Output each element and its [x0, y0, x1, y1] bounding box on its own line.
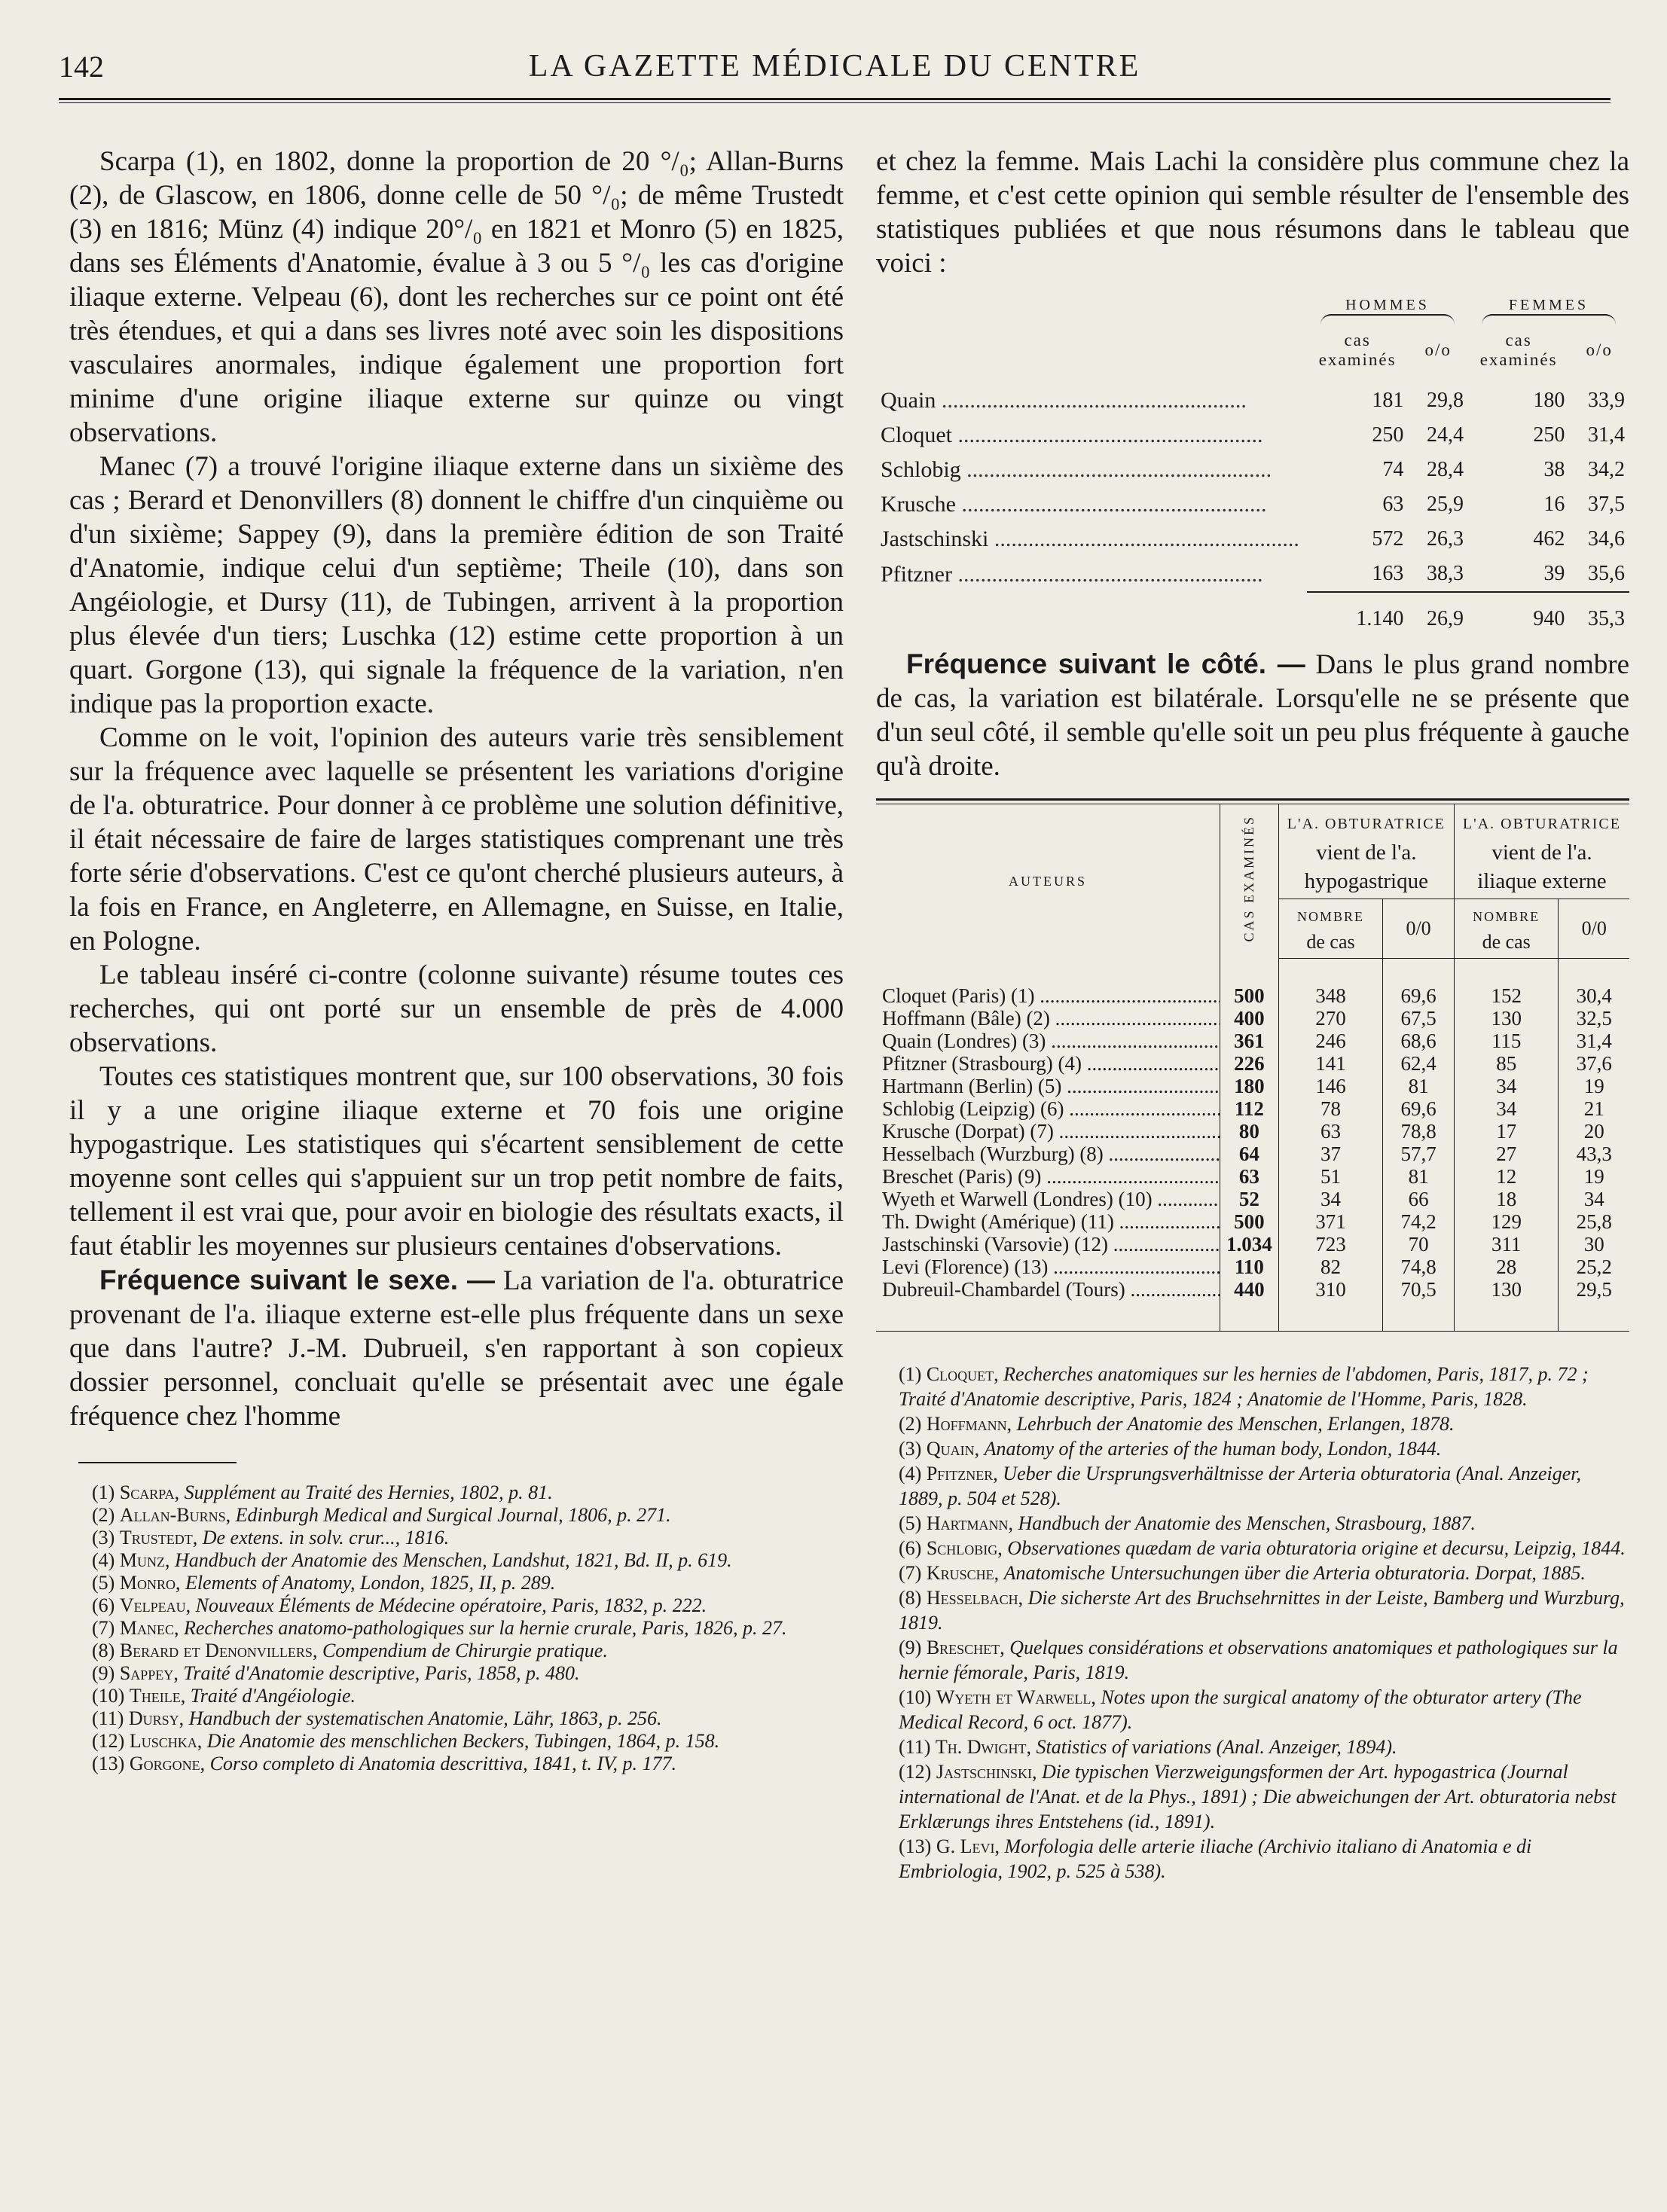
header-rule — [59, 98, 1611, 100]
header-cas-examines: CAS EXAMINÉS — [1220, 804, 1279, 959]
table-row: Hoffmann (Bâle) (2) ..... 400 270 67,5 130 32,5 — [876, 1007, 1629, 1030]
footnote: (1) Cloquet, Recherches anatomiques sur les hernies de l'abdomen, Paris, 1817, p. 72 ; Traité d'Anatomie descriptive, Paris, 1824 ; Anatomie de l'Homme, Paris, 1828. — [899, 1363, 1589, 1410]
table-row: Dubreuil-Chambardel (Tours) ..... 440 310 70,5 130 29,5 — [876, 1278, 1629, 1331]
header-pct: o/o — [1586, 340, 1613, 359]
table-row: Hesselbach (Wurzburg) (8) ..... 64 37 57,7 27 43,3 — [876, 1143, 1629, 1165]
paragraph-6-text: La variation de l'a. obturatrice provenant de l'a. iliaque externe est-elle plus fréquente dans un sexe que dans l'autre? J.-M. Dubrueil, s'en rapportant à son copieux dossier personnel, concluait qu'elle se présentait avec une égale fréquence chez l'homme — [69, 1265, 844, 1432]
section-heading-cote: Fréquence suivant le côté. — — [906, 648, 1305, 679]
paragraph-8 — [876, 647, 1629, 783]
header-pct: 0/0 — [1559, 899, 1629, 959]
paragraph-1: Scarpa (1), en 1802, donne la proportion de 20 °/₀; Allan-Burns (2), de Glascow, en 1806, donne celle de 50 °/₀; de même Trustedt (3) en 1816; Münz (4) indique 20°/₀ en 1821 et Monro (5) en 1825, dans ses Éléments d'Anatomie, évalue à 3 ou 5 °/₀ les cas d'origine iliaque externe. Velpeau (6), dont les recherches sur ce point ont été très étendues, et qui a dans ses livres noté avec soin les dispositions vasculaires anormales, indique également une proportion fort minime d'une origine iliaque externe sur quinze ou vingt observations. — [69, 146, 844, 448]
table-row: Pfitzner ..... 163 38,3 39 35,6 — [876, 557, 1629, 592]
footnote: (8) Hesselbach, Die sicherste Art des Bruchsehrnittes in der Leiste, Bamberg und Wurzburg, 1819. — [899, 1587, 1625, 1634]
table-row: Quain ..... 181 29,8 180 33,9 — [876, 383, 1629, 418]
table-bottom-rule — [876, 1331, 1629, 1332]
header-iliaque-externe: L'A. OBTURATRICE vient de l'a. iliaque externe — [1462, 816, 1621, 893]
footnote: (11) Dursy, Handbuch der systematischen Anatomie, Lähr, 1863, p. 256. — [92, 1707, 662, 1729]
sex-frequency-table — [876, 297, 1629, 638]
paragraph-4: Le tableau inséré ci-contre (colonne suivante) résume toutes ces recherches, qui ont porté sur un ensemble de près de 4.000 observations. — [69, 960, 844, 1058]
footnote: (9) Breschet, Quelques considérations et observations anatomiques et pathologiques sur la hernie fémorale, Paris, 1819. — [899, 1637, 1618, 1683]
header-pct: o/o — [1424, 340, 1452, 359]
header-auteurs: AUTEURS — [876, 804, 1220, 959]
footnote: (10) Wyeth et Warwell, Notes upon the surgical anatomy of the obturator artery (The Medical Record, 6 oct. 1877). — [899, 1686, 1582, 1733]
table-row: Krusche ..... 63 25,9 16 37,5 — [876, 487, 1629, 522]
footnote: (4) Munz, Handbuch der Anatomie des Menschen, Landshut, 1821, Bd. II, p. 619. — [92, 1549, 732, 1571]
paragraph-5: Toutes ces statistiques montrent que, sur 100 observations, 30 fois il y a une origine iliaque externe et 70 fois une origine hypogastrique. Les statistiques qui s'écartent sensiblement de cette moyenne sont celles qui s'appuient sur un trop petit nombre de faits, tellement il est vrai que, pour avoir en biologie des résultats exacts, il faut établir les moyennes sur plusieurs centaines d'observations. — [69, 1061, 844, 1262]
table-row: Th. Dwight (Amérique) (11) ..... 500 371 74,2 129 25,8 — [876, 1210, 1629, 1233]
table-top-rule — [876, 798, 1629, 801]
page-header — [59, 44, 1611, 89]
table-row: Jastschinski ..... 572 26,3 462 34,6 — [876, 522, 1629, 557]
page-number: 142 — [59, 49, 104, 84]
footnote: (3) Trustedt, De extens. in solv. crur..., 1816. — [92, 1527, 450, 1548]
header-femmes: FEMMES — [1468, 297, 1629, 328]
header-cas-examines: cas examinés — [1318, 331, 1397, 369]
footnote: (10) Theile, Traité d'Angéiologie. — [92, 1685, 356, 1707]
table-row: Breschet (Paris) (9) ..... 63 51 81 12 19 — [876, 1165, 1629, 1188]
table-row: Pfitzner (Strasbourg) (4) ..... 226 141 62,4 85 37,6 — [876, 1052, 1629, 1075]
footnote-separator — [78, 1462, 237, 1463]
footnote: (12) Jastschinski, Die typischen Vierzweigungsformen der Art. hypogastrica (Journal international de l'Anat. et de la Phys., 1891) ; Die abweichungen der Art. obturatoria nebst Erklærungs ihres Entstehens (id., 1891). — [899, 1761, 1617, 1832]
section-heading-sexe: Fréquence suivant le sexe. — — [99, 1265, 495, 1295]
footnote: (7) Krusche, Anatomische Untersuchungen über die Arteria obturatoria. Dorpat, 1885. — [899, 1562, 1586, 1584]
header-cas-examines: cas examinés — [1479, 331, 1558, 369]
footnote: (11) Th. Dwight, Statistics of variations (Anal. Anzeiger, 1894). — [899, 1736, 1397, 1758]
left-footnotes — [69, 1481, 844, 1775]
footnote: (13) G. Levi, Morfologia delle arterie iliache (Archivio italiano di Anatomia e di Embriologia, 1902, p. 525 à 538). — [899, 1835, 1532, 1882]
footnote: (13) Gorgone, Corso completo di Anatomia descrittiva, 1841, t. IV, p. 177. — [92, 1753, 677, 1774]
footnote: (2) Hoffmann, Lehrbuch der Anatomie des Menschen, Erlangen, 1878. — [899, 1413, 1455, 1435]
header-pct: 0/0 — [1383, 899, 1455, 959]
table-row: Quain (Londres) (3) ..... 361 246 68,6 115 31,4 — [876, 1030, 1629, 1052]
header-nombre-de-cas: NOMBRE de cas — [1278, 899, 1382, 959]
table-row: Jastschinski (Varsovie) (12) ..... 1.034 723 70 311 30 — [876, 1233, 1629, 1256]
footnote: (9) Sappey, Traité d'Anatomie descriptive, Paris, 1858, p. 480. — [92, 1662, 580, 1684]
footnote: (1) Scarpa, Supplément au Traité des Hernies, 1802, p. 81. — [92, 1481, 553, 1503]
paragraph-6 — [69, 1263, 844, 1433]
footnote: (4) Pfitzner, Ueber die Ursprungsverhältnisse der Arteria obturatoria (Anal. Anzeiger, 1889, p. 504 et 528). — [899, 1463, 1581, 1509]
left-column — [69, 145, 844, 1775]
paragraph-7: et chez la femme. Mais Lachi la considère plus commune chez la femme, et c'est cette opinion qui semble résulter de l'ensemble des statistiques publiées et que nous résumons dans le tableau que voici : — [876, 146, 1629, 279]
footnote: (6) Velpeau, Nouveaux Éléments de Médecine opératoire, Paris, 1832, p. 222. — [92, 1594, 707, 1616]
table-row: Schlobig (Leipzig) (6) ..... 112 78 69,6 34 21 — [876, 1097, 1629, 1120]
header-hommes: HOMMES — [1307, 297, 1468, 328]
table-row: Krusche (Dorpat) (7) ..... 80 63 78,8 17 20 — [876, 1120, 1629, 1143]
table-row: Levi (Florence) (13) ..... 110 82 74,8 28 25,2 — [876, 1256, 1629, 1278]
footnote: (5) Monro, Elements of Anatomy, London, 1825, II, p. 289. — [92, 1572, 556, 1594]
footnote: (12) Luschka, Die Anatomie des menschlichen Beckers, Tubingen, 1864, p. 158. — [92, 1730, 720, 1752]
table-total-row: 1.140 26,9 940 35,3 — [876, 592, 1629, 638]
table-row: Cloquet (Paris) (1) ..... 500 348 69,6 152 30,4 — [876, 959, 1629, 1008]
table-row: Hartmann (Berlin) (5) ..... 180 146 81 34 19 — [876, 1075, 1629, 1097]
footnote: (6) Schlobig, Observationes quædam de varia obturatoria origine et decursu, Leipzig, 1844. — [899, 1537, 1626, 1559]
footnote: (8) Berard et Denonvillers, Compendium de Chirurgie pratique. — [92, 1640, 608, 1661]
journal-title: LA GAZETTE MÉDICALE DU CENTRE — [528, 49, 1141, 84]
table-row: Wyeth et Warwell (Londres) (10) ..... 52 34 66 18 34 — [876, 1188, 1629, 1210]
right-footnotes — [876, 1362, 1629, 1884]
right-column — [876, 145, 1629, 1884]
header-nombre-de-cas: NOMBRE de cas — [1454, 899, 1559, 959]
table-row: Schlobig ..... 74 28,4 38 34,2 — [876, 453, 1629, 487]
footnote: (2) Allan-Burns, Edinburgh Medical and Surgical Journal, 1806, p. 271. — [92, 1504, 671, 1526]
paragraph-8-text: Dans le plus grand nombre de cas, la variation est bilatérale. Lorsqu'elle ne se présente que d'un seul côté, il semble qu'elle soit un peu plus fréquente à gauche qu'à droite. — [876, 649, 1629, 782]
origin-statistics-table — [876, 804, 1629, 1331]
paragraph-3: Comme on le voit, l'opinion des auteurs varie très sensiblement sur la fréquence avec laquelle se présentent les variations d'origine de l'a. obturatrice. Pour donner à ce problème une solution définitive, il était nécessaire de faire de larges statistiques comprenant une très forte série d'observations. C'est ce qu'ont cherché plusieurs auteurs, à la fois en France, en Angleterre, en Allemagne, en Suisse, en Italie, en Pologne. — [69, 722, 844, 956]
footnote: (5) Hartmann, Handbuch der Anatomie des Menschen, Strasbourg, 1887. — [899, 1512, 1476, 1534]
paragraph-2: Manec (7) a trouvé l'origine iliaque externe dans un sixième des cas ; Berard et Denonvillers (8) donnent le chiffre d'un cinquième ou d'un sixième; Sappey (9), dans la première édition de son Traité d'Anatomie, indique celui d'un septième; Theile (10), dans son Angéiologie, et Dursy (11), de Tubingen, arrivent à la proportion plus élevée d'un tiers; Luschka (12) estime cette proportion à un quart. Gorgone (13), qui signale la fréquence de la variation, n'en indique pas la proportion exacte. — [69, 451, 844, 719]
footnote: (3) Quain, Anatomy of the arteries of the human body, London, 1844. — [899, 1438, 1442, 1460]
footnote: (7) Manec, Recherches anatomo-pathologiques sur la hernie crurale, Paris, 1826, p. 27. — [92, 1617, 787, 1639]
header-hypogastrique: L'A. OBTURATRICE vient de l'a. hypogastrique — [1278, 804, 1454, 899]
table-row: Cloquet ..... 250 24,4 250 31,4 — [876, 418, 1629, 453]
header-rule-thin — [59, 102, 1611, 103]
